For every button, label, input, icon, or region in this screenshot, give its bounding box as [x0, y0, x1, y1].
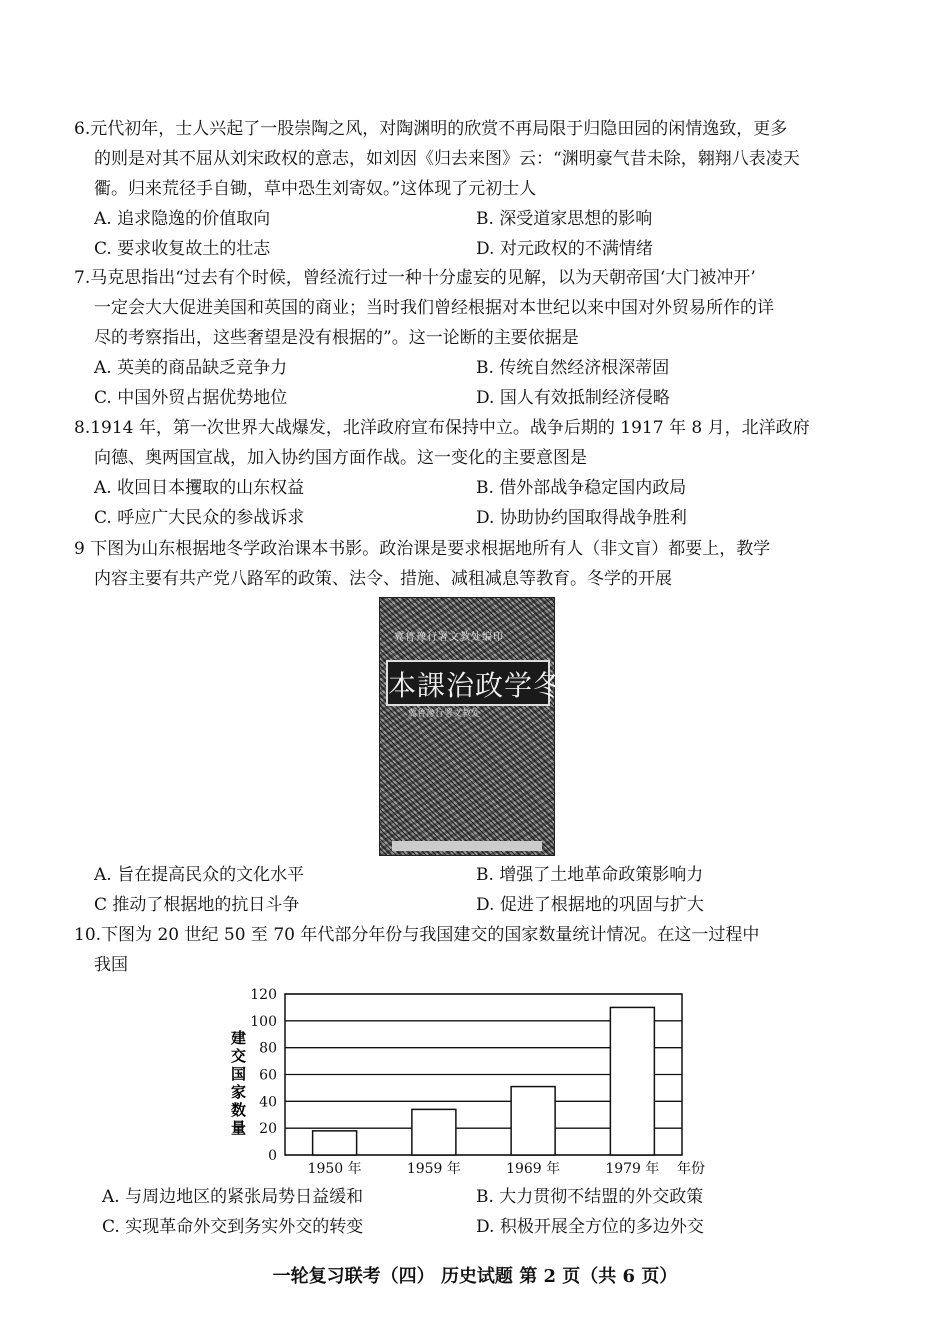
- option-9b[interactable]: B. 增强了土地革命政策影响力: [476, 865, 704, 885]
- option-6a[interactable]: A. 追求隐逸的价值取向: [94, 209, 271, 229]
- x-tick-label: 1950 年: [307, 1161, 362, 1177]
- book-publisher-text: 冀鲁豫行署文教处编印: [394, 632, 504, 643]
- y-tick-label: 40: [259, 1094, 277, 1111]
- option-6c[interactable]: C. 要求收复故土的壮志: [94, 239, 271, 259]
- chart-y-axis-label: 建交国家数量: [229, 1030, 247, 1138]
- chart-x-axis-label: 年份: [677, 1161, 705, 1177]
- question-8-line-1: 8.1914 年，第一次世界大战爆发，北洋政府宣布保持中立。战争后期的 1917 年 8 月，北洋政府: [74, 418, 810, 438]
- question-9: [74, 534, 874, 594]
- y-tick-label: 100: [250, 1013, 277, 1030]
- book-title-box: [386, 660, 563, 706]
- question-9-line-2: 内容主要有共产党八路军的政策、法令、措施、减租减息等教育。冬学的开展: [94, 569, 672, 589]
- y-tick-label: 60: [259, 1067, 277, 1084]
- question-7-options: [94, 353, 854, 413]
- x-tick-label: 1979 年: [605, 1161, 660, 1177]
- y-tick-label: 0: [268, 1148, 277, 1164]
- x-tick-label: 1969 年: [506, 1161, 561, 1177]
- book-subtitle: 冀鲁豫行署文教处: [408, 709, 481, 719]
- option-6d[interactable]: D. 对元政权的不满情绪: [476, 239, 653, 259]
- question-6: [74, 114, 874, 204]
- y-tick-label: 20: [259, 1121, 277, 1138]
- question-10-line-2: 我国: [94, 955, 128, 975]
- question-7-line-3: 尽的考察指出，这些奢望是没有根据的”。这一论断的主要依据是: [94, 328, 579, 348]
- option-7d[interactable]: D. 国人有效抵制经济侵略: [476, 388, 670, 408]
- option-10c[interactable]: C. 实现革命外交到务实外交的转变: [102, 1217, 364, 1237]
- option-10d[interactable]: D. 积极开展全方位的多边外交: [476, 1217, 704, 1237]
- question-6-options: [94, 204, 854, 264]
- option-7c[interactable]: C. 中国外贸占据优势地位: [94, 388, 288, 408]
- question-6-line-3: 衢。归来荒径手自锄，草中恐生刘寄奴。”这体现了元初士人: [94, 179, 537, 199]
- bar-chart: [210, 985, 730, 1180]
- book-bottom-band: [392, 841, 542, 851]
- option-8c[interactable]: C. 呼应广大民众的参战诉求: [94, 508, 305, 528]
- option-8d[interactable]: D. 协助协约国取得战争胜利: [476, 508, 687, 528]
- question-6-line-2: 的则是对其不屈从刘宋政权的意志，如刘因《归去来图》云：“渊明豪气昔未除，翱翔八表凌天: [94, 149, 800, 169]
- option-9d[interactable]: D. 促进了根据地的巩固与扩大: [476, 895, 704, 915]
- book-title: 本課治政学冬: [388, 669, 563, 702]
- page-footer: 一轮复习联考（四） 历史试题 第 2 页（共 6 页）: [272, 1266, 678, 1287]
- option-6b[interactable]: B. 深受道家思想的影响: [476, 209, 653, 229]
- bar-4: [610, 1007, 654, 1155]
- y-tick-label: 120: [250, 987, 277, 1003]
- y-tick-label: 80: [259, 1040, 277, 1057]
- question-9-line-1: 9 下图为山东根据地冬学政治课本书影。政治课是要求根据地所有人（非文盲）都要上，教学: [74, 539, 771, 559]
- x-tick-label: 1959 年: [406, 1161, 461, 1177]
- bar-1: [313, 1131, 357, 1155]
- option-7b[interactable]: B. 传统自然经济根深蒂固: [476, 358, 670, 378]
- question-7: [74, 263, 874, 353]
- question-10-options: [94, 1182, 854, 1242]
- question-7-line-1: 7.马克思指出“过去有个时候，曾经流行过一种十分虚妄的见解，以为天朝帝国‘大门被冲开’: [74, 268, 756, 288]
- option-7a[interactable]: A. 英美的商品缺乏竞争力: [94, 358, 288, 378]
- question-8-options: [94, 473, 854, 533]
- option-10b[interactable]: B. 大力贯彻不结盟的外交政策: [476, 1187, 704, 1207]
- question-8: [74, 413, 874, 473]
- option-10a[interactable]: A. 与周边地区的紧张局势日益缓和: [102, 1187, 364, 1207]
- option-8a[interactable]: A. 收回日本攫取的山东权益: [94, 478, 305, 498]
- bar-3: [511, 1087, 555, 1155]
- bar-2: [412, 1109, 456, 1155]
- question-9-options: [94, 860, 854, 920]
- textbook-cover-image: [379, 597, 563, 856]
- question-10: [74, 920, 874, 980]
- question-10-line-1: 10.下图为 20 世纪 50 至 70 年代部分年份与我国建交的国家数量统计情况。在这一过程中: [74, 925, 760, 945]
- option-9c[interactable]: C 推动了根据地的抗日斗争: [94, 895, 300, 915]
- question-7-line-2: 一定会大大促进美国和英国的商业；当时我们曾经根据对本世纪以来中国对外贸易所作的详: [94, 298, 774, 318]
- option-8b[interactable]: B. 借外部战争稳定国内政局: [476, 478, 687, 498]
- option-9a[interactable]: A. 旨在提高民众的文化水平: [94, 865, 305, 885]
- question-6-line-1: 6.元代初年，士人兴起了一股崇陶之风，对陶渊明的欣赏不再局限于归隐田园的闲情逸致，更多: [74, 119, 788, 139]
- question-8-line-2: 向德、奥两国宣战，加入协约国方面作战。这一变化的主要意图是: [94, 448, 587, 468]
